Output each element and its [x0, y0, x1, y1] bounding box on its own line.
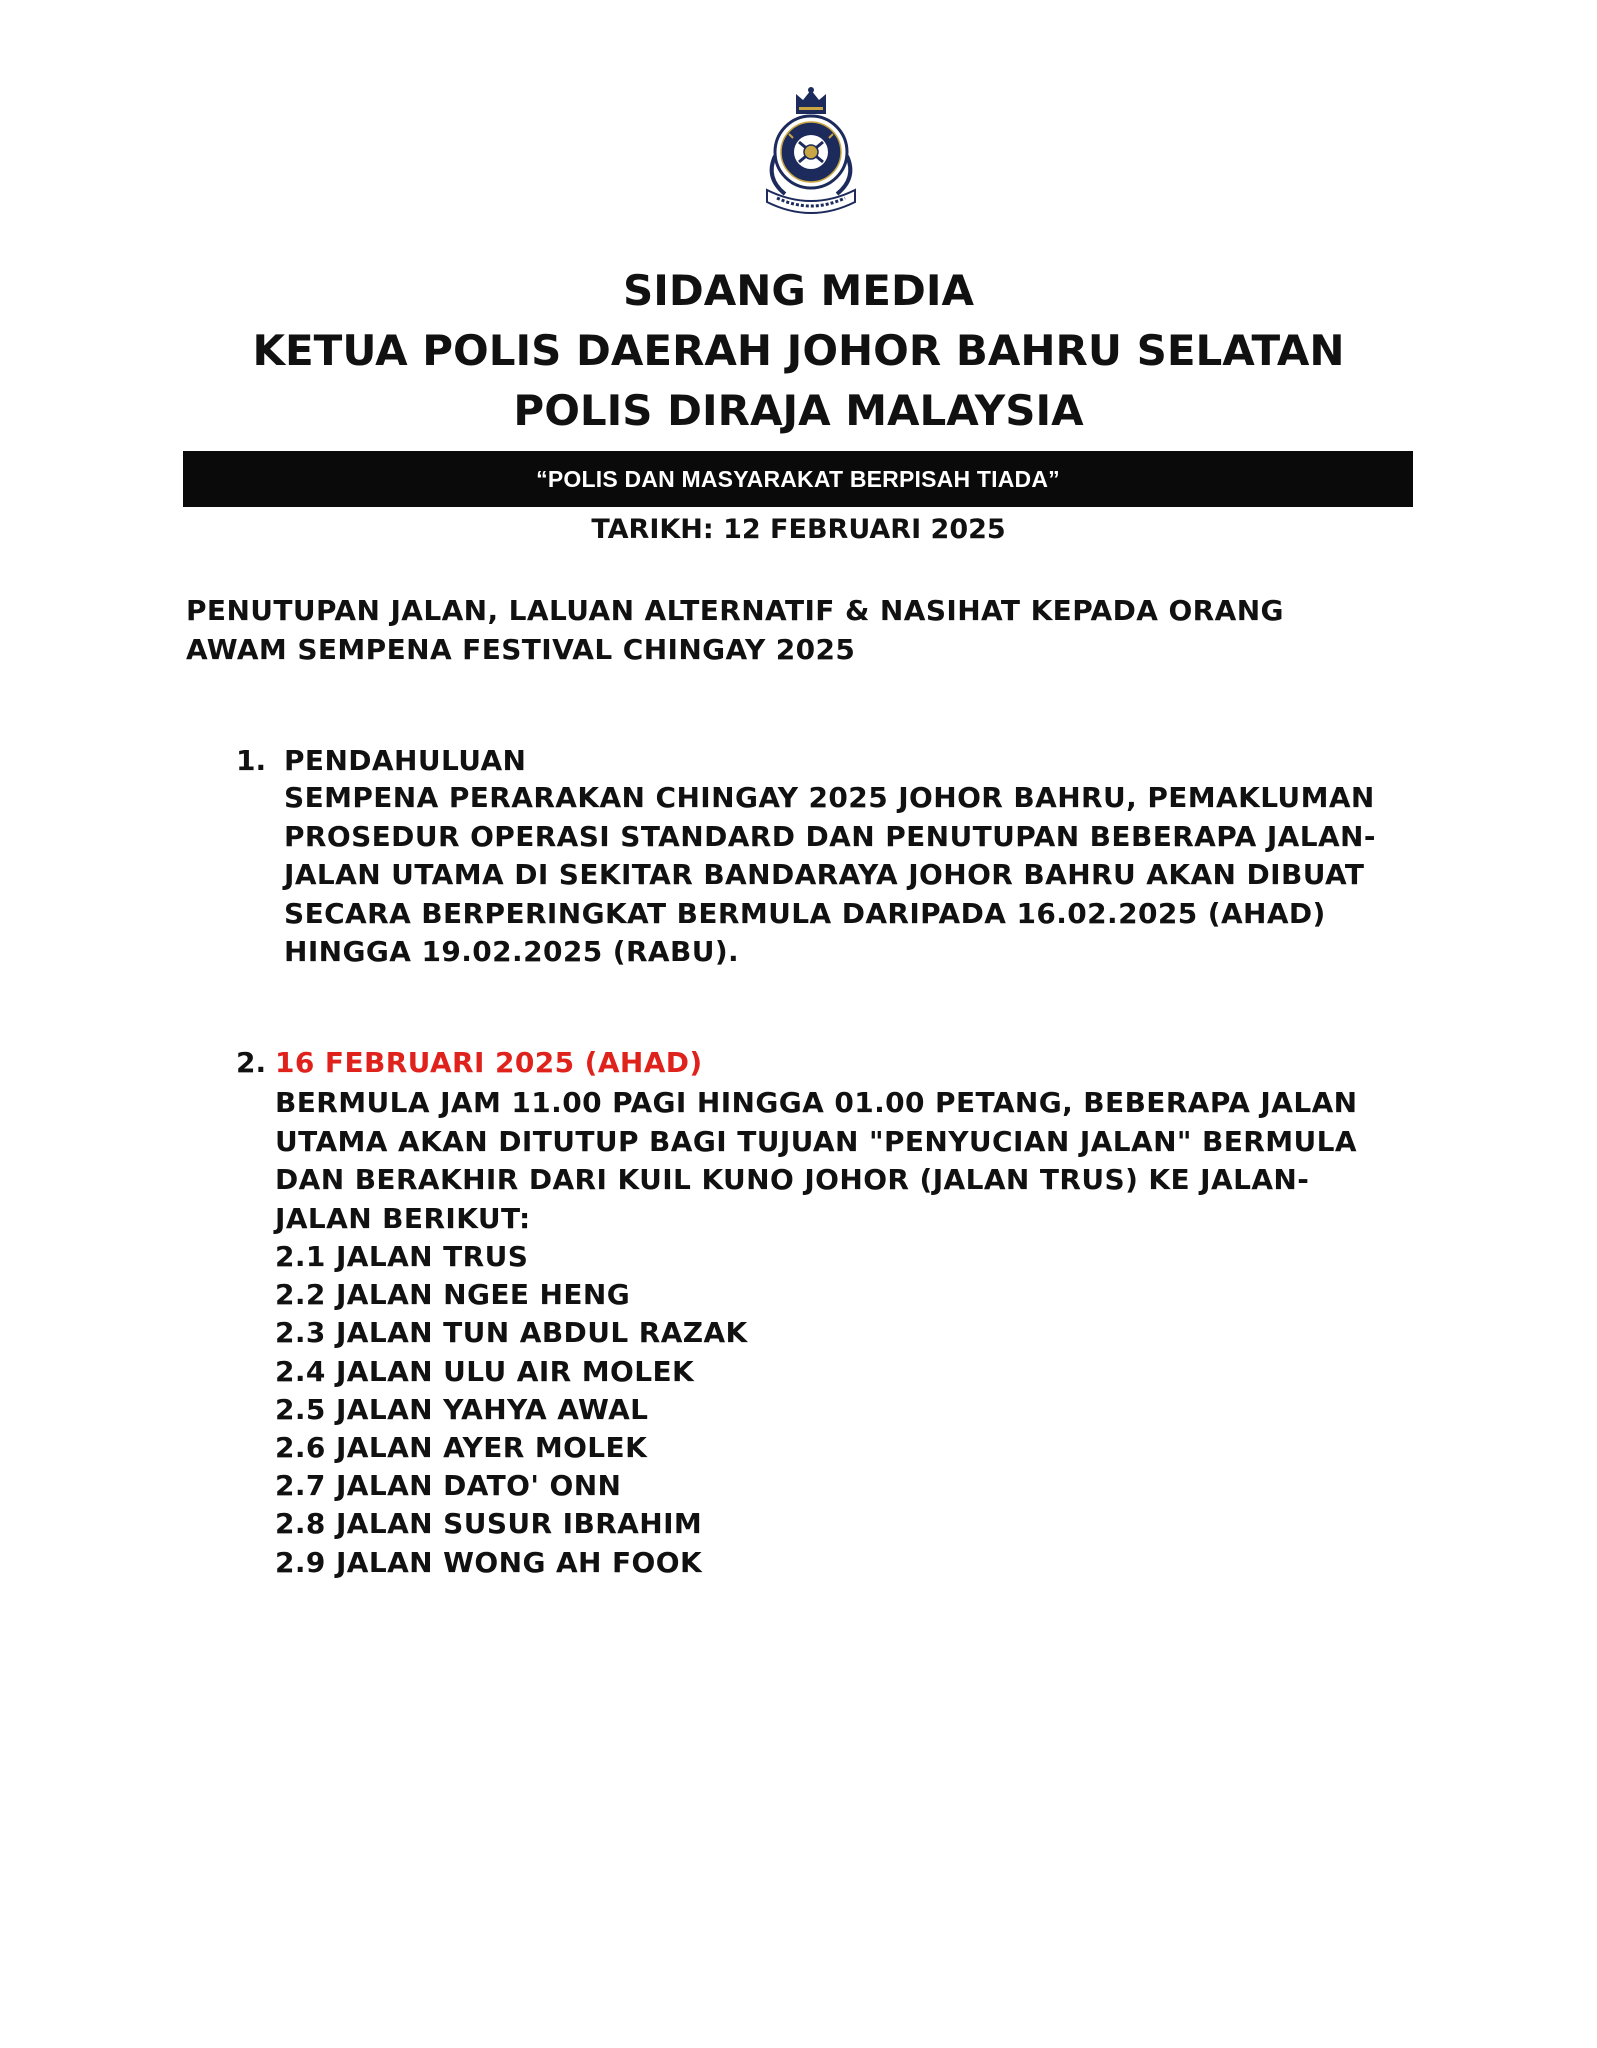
section-1-line: SECARA BERPERINGKAT BERMULA DARIPADA 16.02.2025 (AHAD)	[284, 896, 1326, 930]
list-item: 2.9 JALAN WONG AH FOOK	[275, 1545, 703, 1579]
list-item: 2.4 JALAN ULU AIR MOLEK	[275, 1354, 695, 1388]
subject-line: AWAM SEMPENA FESTIVAL CHINGAY 2025	[186, 633, 856, 666]
section-2-line: JALAN BERIKUT:	[275, 1201, 531, 1235]
section-1-line: SEMPENA PERARAKAN CHINGAY 2025 JOHOR BAHRU, PEMAKLUMAN	[284, 781, 1375, 814]
section-2-line: BERMULA JAM 11.00 PAGI HINGGA 01.00 PETANG, BEBERAPA JALAN	[275, 1086, 1358, 1119]
section-2-title: 16 FEBRUARI 2025 (AHAD)	[275, 1046, 703, 1079]
list-item: 2.6 JALAN AYER MOLEK	[275, 1431, 648, 1465]
section-1-line: PROSEDUR OPERASI STANDARD DAN PENUTUPAN BEBERAPA JALAN-	[284, 819, 1376, 853]
list-item: 2.7 JALAN DATO' ONN	[275, 1469, 622, 1503]
list-item: 2.5 JALAN YAHYA AWAL	[275, 1392, 649, 1426]
section-1-line: JALAN UTAMA DI SEKITAR BANDARAYA JOHOR BAHRU AKAN DIBUAT	[284, 858, 1365, 891]
section-2-body	[275, 1084, 1357, 1238]
section-1-body	[284, 779, 1376, 972]
list-item: 2.8 JALAN SUSUR IBRAHIM	[275, 1507, 703, 1541]
police-crest-icon	[751, 86, 871, 216]
section-1-line: HINGGA 19.02.2025 (RABU).	[284, 935, 740, 968]
header-title-line-1: SIDANG MEDIA	[623, 266, 974, 315]
list-item: 2.3 JALAN TUN ABDUL RAZAK	[275, 1316, 748, 1350]
document-date: TARIKH: 12 FEBRUARI 2025	[591, 514, 1006, 545]
header-title-line-3: POLIS DIRAJA MALAYSIA	[513, 386, 1084, 435]
section-2-number: 2.	[236, 1046, 267, 1079]
section-2-line: DAN BERAKHIR DARI KUIL KUNO JOHOR (JALAN TRUS) KE JALAN-	[275, 1163, 1310, 1196]
subject-line: PENUTUPAN JALAN, LALUAN ALTERNATIF & NASIHAT KEPADA ORANG	[186, 594, 1284, 627]
section-1-number: 1.	[236, 744, 267, 777]
header-title-line-2: KETUA POLIS DAERAH JOHOR BAHRU SELATAN	[252, 326, 1345, 375]
motto-text: “POLIS DAN MASYARAKAT BERPISAH TIADA”	[536, 465, 1060, 492]
section-1-title: PENDAHULUAN	[284, 744, 527, 777]
list-item: 2.2 JALAN NGEE HENG	[275, 1278, 631, 1312]
section-2-line: UTAMA AKAN DITUTUP BAGI TUJUAN "PENYUCIAN JALAN" BERMULA	[275, 1124, 1357, 1158]
list-item: 2.1 JALAN TRUS	[275, 1240, 529, 1273]
closed-roads-list	[275, 1238, 748, 1582]
motto-banner	[183, 451, 1413, 507]
document-subject	[186, 591, 1386, 669]
crown-icon	[796, 87, 826, 114]
